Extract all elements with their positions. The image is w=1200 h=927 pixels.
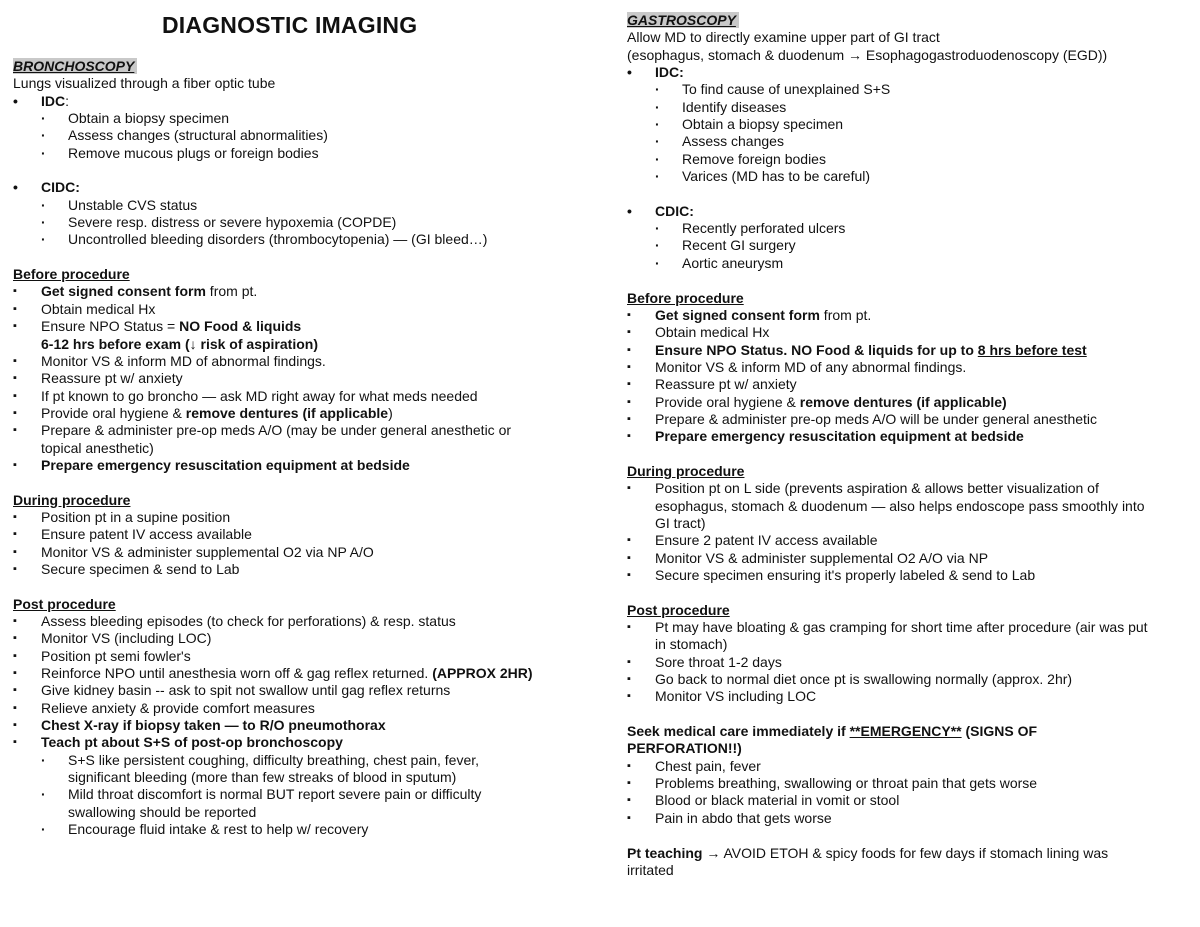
list-item-continuation: esophagus, stomach & duodenum — also helps endoscope pass smoothly into xyxy=(655,497,1145,514)
list-item: ▪ Monitor VS & administer supplemental O2 via NP A/O xyxy=(13,544,573,561)
list-item: ▪ Prepare emergency resuscitation equipment at bedside xyxy=(627,428,1192,445)
list-item-continuation: GI tract) xyxy=(655,514,706,531)
list-item: ▪ Monitor VS including LOC xyxy=(627,688,1192,705)
before-procedure-heading: Before procedure xyxy=(627,289,744,306)
post-procedure-heading: Post procedure xyxy=(627,601,730,618)
list-item: ▪ Sore throat 1-2 days xyxy=(627,654,1192,671)
idc-item: · To find cause of unexplained S+S xyxy=(627,81,1192,98)
gastroscopy-heading: GASTROSCOPY xyxy=(627,12,739,28)
cidc-item: · Unstable CVS status xyxy=(13,197,573,214)
list-item: ▪ Prepare & administer pre-op meds A/O (may be under general anesthetic or xyxy=(13,422,573,439)
gastroscopy-description: Allow MD to directly examine upper part of GI tract xyxy=(627,29,940,46)
list-item-continuation: topical anesthetic) xyxy=(41,439,154,456)
list-item: ▪ Obtain medical Hx xyxy=(13,301,573,318)
list-item: ▪ Position pt on L side (prevents aspiration & allows better visualization of xyxy=(627,480,1192,497)
idc-item: · Assess changes xyxy=(627,133,1192,150)
list-item-continuation: 6-12 hrs before exam (↓ risk of aspiration) xyxy=(41,335,318,352)
idc-item: · Varices (MD has to be careful) xyxy=(627,168,1192,185)
gastroscopy-column xyxy=(627,12,1192,879)
pt-teaching-continuation: irritated xyxy=(627,861,674,878)
cidc-label: • CIDC: xyxy=(13,179,573,196)
list-item: ▪ Prepare emergency resuscitation equipment at bedside xyxy=(13,457,573,474)
idc-item: · Assess changes (structural abnormalities) xyxy=(13,127,573,144)
idc-item: · Remove mucous plugs or foreign bodies xyxy=(13,145,573,162)
list-item: ▪ Secure specimen ensuring it's properly labeled & send to Lab xyxy=(627,567,1192,584)
list-item: ▪ Reassure pt w/ anxiety xyxy=(627,376,1192,393)
list-item: ▪ If pt known to go broncho — ask MD right away for what meds needed xyxy=(13,388,573,405)
list-item: ▪ Monitor VS & inform MD of any abnormal findings. xyxy=(627,359,1192,376)
sub-list-item: · S+S like persistent coughing, difficulty breathing, chest pain, fever, xyxy=(13,752,573,769)
list-item: ▪ Pt may have bloating & gas cramping for short time after procedure (air was put xyxy=(627,619,1192,636)
emergency-heading: PERFORATION!!) xyxy=(627,740,742,757)
cdic-label: • CDIC: xyxy=(627,203,1192,220)
list-item: ▪ Secure specimen & send to Lab xyxy=(13,561,573,578)
sub-list-item-continuation: significant bleeding (more than few streaks of blood in sputum) xyxy=(68,769,457,786)
idc-item: · Remove foreign bodies xyxy=(627,151,1192,168)
idc-label: • IDC: xyxy=(627,64,1192,81)
idc-item: · Identify diseases xyxy=(627,99,1192,116)
sub-list-item: · Encourage fluid intake & rest to help w/ recovery xyxy=(13,821,573,838)
list-item: ▪ Obtain medical Hx xyxy=(627,324,1192,341)
cdic-item: · Recent GI surgery xyxy=(627,237,1192,254)
during-procedure-heading: During procedure xyxy=(627,462,745,479)
post-procedure-heading: Post procedure xyxy=(13,595,116,612)
list-item: ▪ Chest X-ray if biopsy taken — to R/O pneumothorax xyxy=(13,717,573,734)
list-item: ▪ Provide oral hygiene & remove dentures (if applicable) xyxy=(627,394,1192,411)
during-procedure-heading: During procedure xyxy=(13,491,131,508)
list-item: ▪ Relieve anxiety & provide comfort measures xyxy=(13,700,573,717)
list-item: ▪ Get signed consent form from pt. xyxy=(627,307,1192,324)
bronchoscopy-description: Lungs visualized through a fiber optic tube xyxy=(13,75,276,92)
list-item-continuation: in stomach) xyxy=(655,636,728,653)
list-item: ▪ Monitor VS & administer supplemental O2 A/O via NP xyxy=(627,550,1192,567)
list-item: ▪ Assess bleeding episodes (to check for perforations) & resp. status xyxy=(13,613,573,630)
cdic-item: · Aortic aneurysm xyxy=(627,255,1192,272)
gastroscopy-description: (esophagus, stomach & duodenum → Esophagogastroduodenoscopy (EGD)) xyxy=(627,46,1108,63)
cdic-item: · Recently perforated ulcers xyxy=(627,220,1192,237)
list-item: ▪ Monitor VS (including LOC) xyxy=(13,630,573,647)
list-item: ▪ Problems breathing, swallowing or throat pain that gets worse xyxy=(627,775,1192,792)
list-item: ▪ Ensure 2 patent IV access available xyxy=(627,532,1192,549)
list-item: ▪ Ensure NPO Status. NO Food & liquids for up to 8 hrs before test xyxy=(627,342,1192,359)
idc-label: • IDC: xyxy=(13,93,573,110)
list-item: ▪ Go back to normal diet once pt is swallowing normally (approx. 2hr) xyxy=(627,671,1192,688)
list-item: ▪ Ensure patent IV access available xyxy=(13,526,573,543)
before-procedure-heading: Before procedure xyxy=(13,266,130,283)
list-item: ▪ Provide oral hygiene & remove dentures (if applicable) xyxy=(13,405,573,422)
list-item: ▪ Pain in abdo that gets worse xyxy=(627,810,1192,827)
cidc-item: · Severe resp. distress or severe hypoxemia (COPDE) xyxy=(13,214,573,231)
list-item: ▪ Position pt semi fowler's xyxy=(13,648,573,665)
sub-list-item: · Mild throat discomfort is normal BUT report severe pain or difficulty xyxy=(13,786,573,803)
cidc-item: · Uncontrolled bleeding disorders (thrombocytopenia) — (GI bleed…) xyxy=(13,231,573,248)
emergency-heading: Seek medical care immediately if **EMERGENCY** (SIGNS OF xyxy=(627,723,1038,740)
list-item: ▪ Give kidney basin -- ask to spit not swallow until gag reflex returns xyxy=(13,682,573,699)
sub-list-item-continuation: swallowing should be reported xyxy=(68,803,257,820)
list-item: ▪ Get signed consent form from pt. xyxy=(13,283,573,300)
bronchoscopy-heading: BRONCHOSCOPY xyxy=(13,58,137,74)
page-title: DIAGNOSTIC IMAGING xyxy=(162,12,418,38)
list-item: ▪ Position pt in a supine position xyxy=(13,509,573,526)
idc-item: · Obtain a biopsy specimen xyxy=(627,116,1192,133)
list-item: ▪ Ensure NPO Status = NO Food & liquids xyxy=(13,318,573,335)
list-item: ▪ Chest pain, fever xyxy=(627,758,1192,775)
list-item: ▪ Blood or black material in vomit or stool xyxy=(627,792,1192,809)
list-item: ▪ Reassure pt w/ anxiety xyxy=(13,370,573,387)
idc-item: · Obtain a biopsy specimen xyxy=(13,110,573,127)
list-item: ▪ Monitor VS & inform MD of abnormal findings. xyxy=(13,353,573,370)
list-item: ▪ Prepare & administer pre-op meds A/O will be under general anesthetic xyxy=(627,411,1192,428)
pt-teaching: Pt teaching → AVOID ETOH & spicy foods for few days if stomach lining was xyxy=(627,844,1109,861)
list-item: ▪ Teach pt about S+S of post-op bronchoscopy xyxy=(13,734,573,751)
bronchoscopy-column xyxy=(13,58,573,838)
list-item: ▪ Reinforce NPO until anesthesia worn off & gag reflex returned. (APPROX 2HR) xyxy=(13,665,573,682)
